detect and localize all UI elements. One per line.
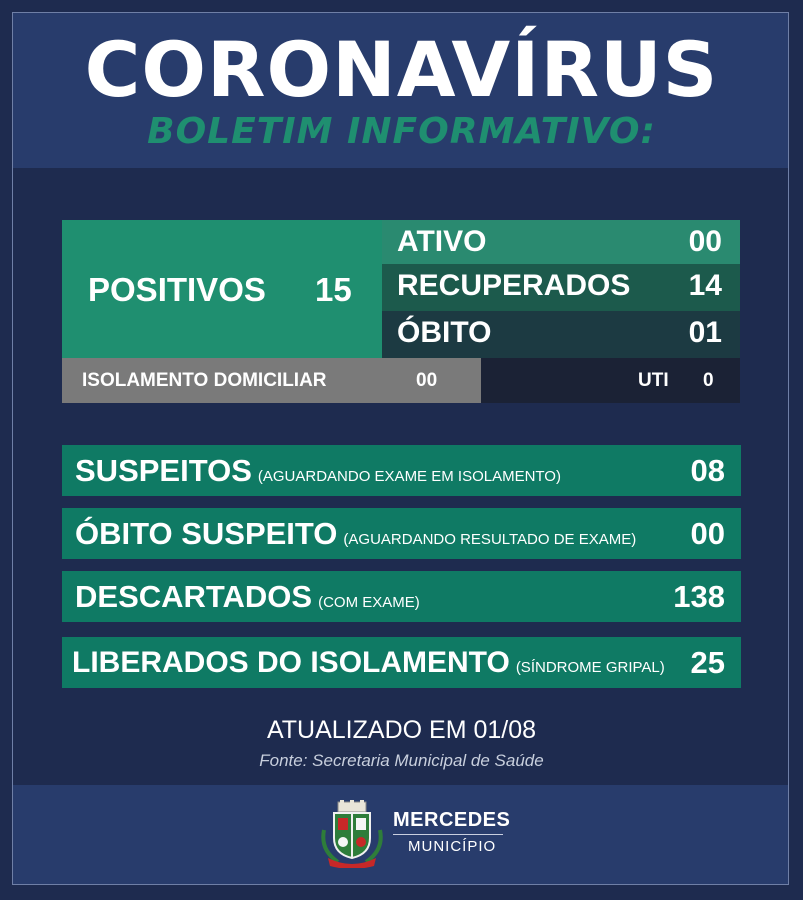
released-value: 25 — [690, 645, 725, 680]
discarded-value: 138 — [673, 579, 725, 614]
source-text: Fonte: Secretaria Municipal de Saúde — [259, 751, 544, 770]
home-isolation-label: ISOLAMENTO DOMICILIAR — [82, 370, 327, 391]
footer-divider — [393, 834, 503, 835]
discarded-note: (COM EXAME) — [318, 594, 420, 611]
updated-date: ATUALIZADO EM 01/08 — [266, 716, 537, 744]
released-note: (SÍNDROME GRIPAL) — [515, 659, 665, 676]
recovered-value: 14 — [688, 269, 722, 302]
page-title: CORONAVÍRUS — [84, 25, 719, 114]
suspected-death-label: ÓBITO SUSPEITO — [75, 516, 338, 551]
released-label: LIBERADOS DO ISOLAMENTO — [72, 646, 510, 679]
suspected-death-value: 00 — [690, 516, 725, 551]
active-value: 00 — [688, 225, 722, 258]
recovered-row — [382, 264, 740, 311]
suspects-label: SUSPEITOS — [75, 453, 252, 488]
suspects-note: (AGUARDANDO EXAME EM ISOLAMENTO) — [257, 468, 561, 485]
death-value: 01 — [688, 316, 722, 349]
home-isolation-row — [62, 358, 481, 403]
suspected-death-bar — [62, 508, 741, 559]
page-subtitle: BOLETIM INFORMATIVO: — [147, 111, 656, 152]
positives-label: POSITIVOS — [88, 271, 266, 308]
suspects-bar — [62, 445, 741, 496]
released-bar — [62, 637, 741, 688]
recovered-label: RECUPERADOS — [397, 269, 631, 302]
municipality-label: MUNICÍPIO — [408, 838, 497, 855]
death-row — [382, 311, 740, 358]
discarded-label: DESCARTADOS — [75, 579, 313, 614]
icu-row — [481, 358, 740, 403]
active-label: ATIVO — [397, 225, 487, 258]
active-row — [382, 220, 740, 264]
icu-value: 0 — [703, 370, 714, 391]
city-name: MERCEDES — [393, 809, 511, 831]
coat-of-arms-icon — [318, 800, 386, 868]
death-label: ÓBITO — [397, 316, 492, 349]
discarded-bar — [62, 571, 741, 622]
positives-value: 15 — [315, 271, 352, 308]
suspects-value: 08 — [690, 453, 725, 488]
home-isolation-value: 00 — [416, 370, 438, 391]
suspected-death-note: (AGUARDANDO RESULTADO DE EXAME) — [343, 531, 637, 548]
icu-label: UTI — [638, 370, 669, 391]
